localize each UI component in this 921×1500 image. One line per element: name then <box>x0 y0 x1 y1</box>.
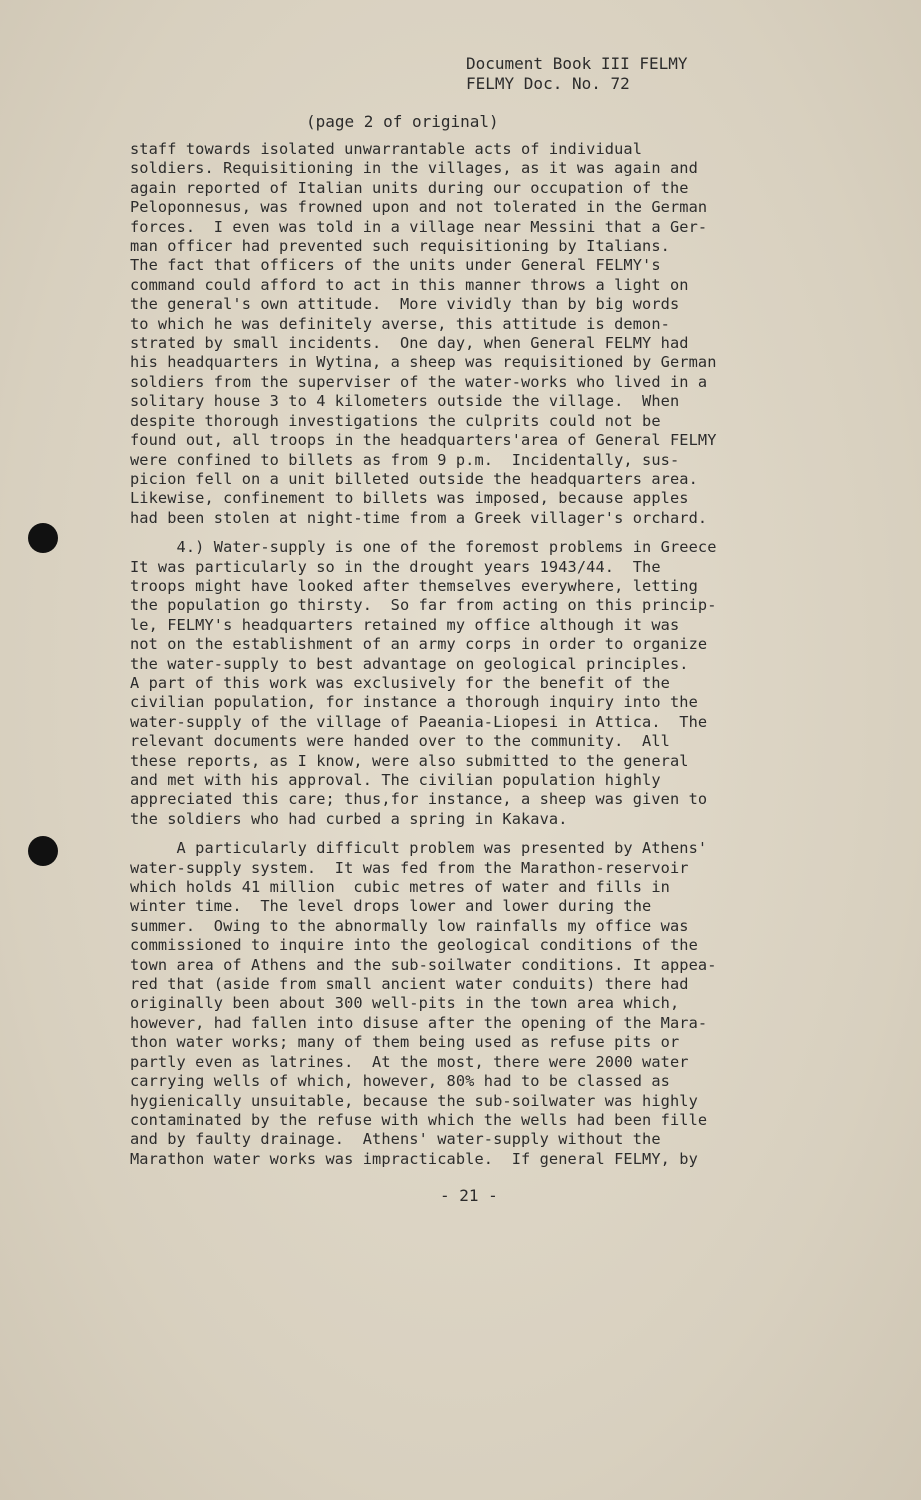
text-line: A particularly difficult problem was presented by Athens' <box>130 839 708 858</box>
text-line: and by faulty drainage. Athens' water-supply without the <box>130 1130 661 1149</box>
text-line: water-supply system. It was fed from the Marathon-reservoir <box>130 858 689 877</box>
text-line: command could afford to act in this manner throws a light on <box>130 275 689 294</box>
text-line: to which he was definitely averse, this attitude is demon- <box>130 314 670 333</box>
text-line: contaminated by the refuse with which the wells had been fille <box>130 1110 708 1129</box>
paragraph-gap <box>130 829 870 839</box>
text-line: commissioned to inquire into the geological conditions of the <box>130 936 698 955</box>
text-line: the soldiers who had curbed a spring in Kakava. <box>130 809 568 828</box>
text-line: red that (aside from small ancient water conduits) there had <box>130 975 689 994</box>
text-line: Marathon water works was impracticable. If general FELMY, by <box>130 1149 698 1168</box>
text-line: troops might have looked after themselves everywhere, letting <box>130 576 698 595</box>
text-line: A part of this work was exclusively for the benefit of the <box>130 673 670 692</box>
text-line: however, had fallen into disuse after the opening of the Mara- <box>130 1013 708 1032</box>
text-line: despite thorough investigations the culprits could not be <box>130 411 661 430</box>
punch-hole <box>28 523 58 553</box>
text-line: which holds 41 million cubic metres of water and fills in <box>130 878 670 897</box>
text-line: his headquarters in Wytina, a sheep was requisitioned by German <box>130 353 717 372</box>
text-line: partly even as latrines. At the most, there were 2000 water <box>130 1052 689 1071</box>
text-line: had been stolen at night-time from a Greek villager's orchard. <box>130 508 708 527</box>
text-line: man officer had prevented such requisitioning by Italians. <box>130 237 670 256</box>
text-line: not on the establishment of an army corps in order to organize <box>130 635 708 654</box>
text-line: hygienically unsuitable, because the sub-soilwater was highly <box>130 1091 698 1110</box>
text-line: civilian population, for instance a thorough inquiry into the <box>130 693 698 712</box>
text-line: originally been about 300 well-pits in the town area which, <box>130 994 680 1013</box>
text-line: solitary house 3 to 4 kilometers outside the village. When <box>130 392 680 411</box>
text-line: found out, all troops in the headquarters'area of General FELMY <box>130 431 717 450</box>
text-line: again reported of Italian units during our occupation of the <box>130 178 689 197</box>
text-line: were confined to billets as from 9 p.m. Incidentally, sus- <box>130 450 680 469</box>
text-line: town area of Athens and the sub-soilwater conditions. It appea- <box>130 955 717 974</box>
text-line: staff towards isolated unwarrantable acts of individual <box>130 140 643 158</box>
text-line: Likewise, confinement to billets was imposed, because apples <box>130 489 689 508</box>
text-line: soldiers. Requisitioning in the villages, as it was again and <box>130 159 698 178</box>
text-line: picion fell on a unit billeted outside the headquarters area. <box>130 469 698 488</box>
text-line: relevant documents were handed over to the community. All <box>130 732 670 751</box>
text-line: these reports, as I know, were also submitted to the general <box>130 751 689 770</box>
paragraph <box>130 839 870 1169</box>
text-line: the water-supply to best advantage on geological principles. <box>130 654 689 673</box>
punch-hole <box>28 836 58 866</box>
text-line: the general's own attitude. More vividly than by big words <box>130 295 680 314</box>
text-line: le, FELMY's headquarters retained my office although it was <box>130 615 680 634</box>
text-line: 4.) Water-supply is one of the foremost problems in Greece <box>130 538 717 557</box>
text-line: forces. I even was told in a village near Messini that a Ger- <box>130 217 708 236</box>
text-line: and met with his approval. The civilian population highly <box>130 771 661 789</box>
text-line: It was particularly so in the drought years 1943/44. The <box>130 557 661 576</box>
text-line: winter time. The level drops lower and lower during the <box>130 897 652 916</box>
document-book-header: Document Book III FELMY <box>466 54 688 73</box>
text-line: the population go thirsty. So far from acting on this princip- <box>130 596 717 615</box>
text-line: carrying wells of which, however, 80% had to be classed as <box>130 1072 670 1091</box>
text-line: strated by small incidents. One day, when General FELMY had <box>130 334 689 353</box>
text-line: Peloponnesus, was frowned upon and not tolerated in the German <box>130 198 708 217</box>
document-number-header: FELMY Doc. No. 72 <box>466 74 630 93</box>
text-line: The fact that officers of the units under General FELMY's <box>130 256 661 275</box>
paragraph <box>130 538 870 829</box>
paragraph <box>130 140 870 528</box>
page-number: - 21 - <box>440 1186 498 1205</box>
text-line: thon water works; many of them being used as refuse pits or <box>130 1033 680 1052</box>
paragraph-gap <box>130 528 870 538</box>
text-line: appreciated this care; thus,for instance, a sheep was given to <box>130 790 708 809</box>
text-line: soldiers from the superviser of the water-works who lived in a <box>130 372 708 391</box>
document-body <box>130 140 870 1169</box>
page-of-original-note: (page 2 of original) <box>306 112 499 131</box>
text-line: water-supply of the village of Paeania-Liopesi in Attica. The <box>130 712 708 731</box>
text-line: summer. Owing to the abnormally low rainfalls my office was <box>130 916 689 935</box>
